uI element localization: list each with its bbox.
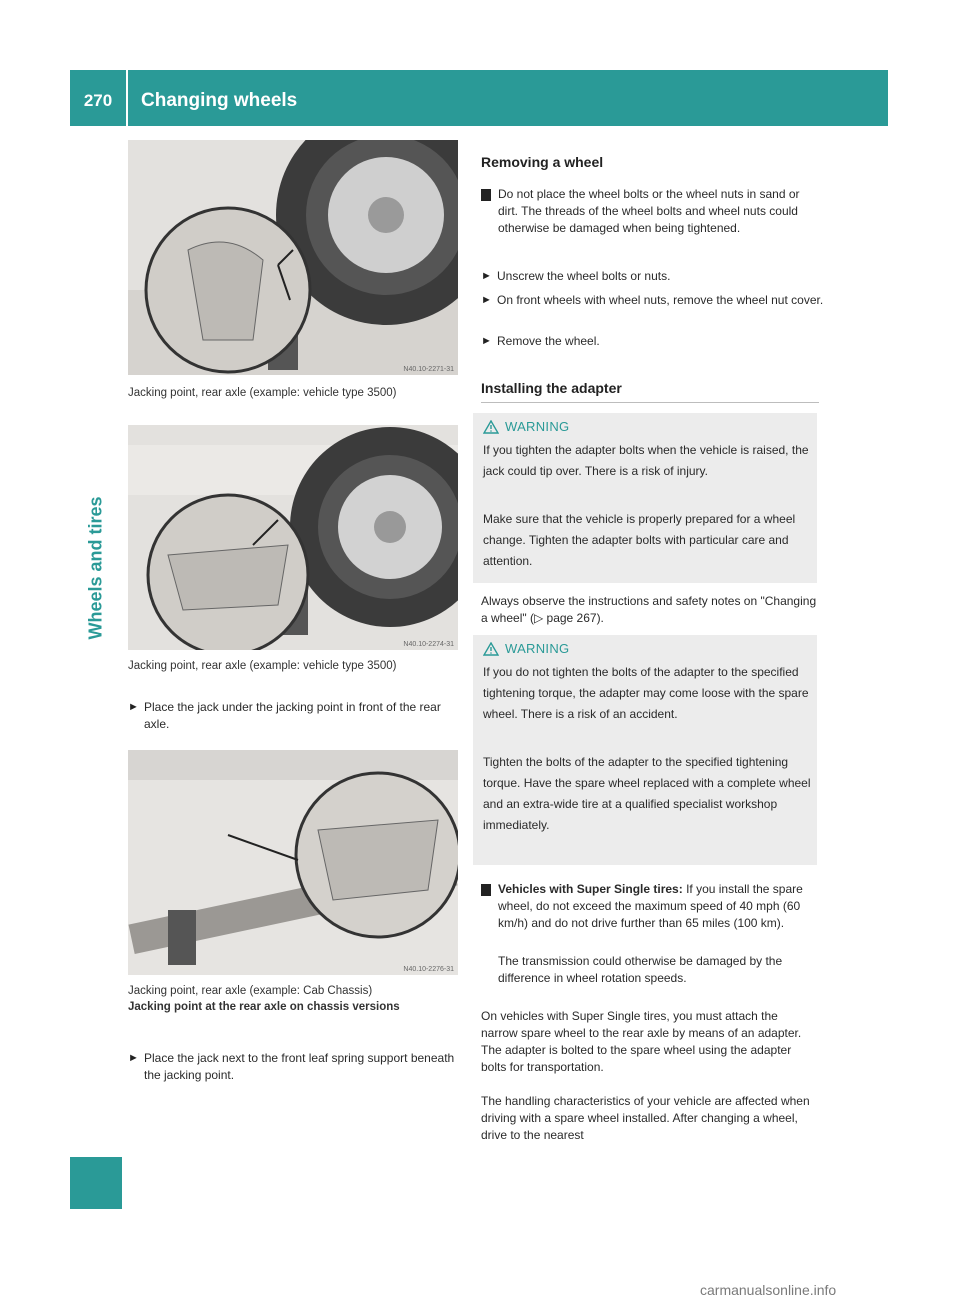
figure-jacking-point-3 — [128, 750, 458, 975]
page-title: Changing wheels — [141, 90, 298, 111]
side-tab-label-wrap — [70, 496, 122, 640]
super-single-text: If you install the spare wheel, do not exceed the maximum speed of 40 mph (60 km/h) and do not drive further than 65 miles (100 km). — [498, 882, 803, 930]
warning-title: WARNING — [505, 419, 570, 434]
step-arrow-icon: ► — [481, 335, 492, 347]
step-leaf-spring: ► Place the jack next to the front leaf spring support beneath the jacking point. — [128, 1051, 455, 1082]
warning-text: If you do not tighten the bolts of the adapter to the specified tightening torque, the adapter may come loose with the spare wheel. There is a risk of an accident. — [483, 665, 809, 721]
step-front-wheels: ► On front wheels with wheel nuts, remove the wheel nut cover. — [481, 293, 824, 307]
section-rule — [481, 402, 819, 403]
figure-jacking-point-2 — [128, 425, 458, 650]
figure-caption: Jacking point, rear axle (example: vehicle type 3500) — [128, 660, 397, 672]
warning-triangle-icon — [483, 642, 499, 656]
note-bolts: Do not place the wheel bolts or the wheel nuts in sand or dirt. The threads of the wheel bolts and wheel nuts could otherwise be damaged when being tightened. — [498, 187, 800, 235]
super-single-note — [498, 881, 816, 932]
super-single-label: Vehicles with Super Single tires: — [498, 882, 683, 896]
note-icon — [481, 189, 491, 201]
step-arrow-icon: ► — [481, 270, 492, 282]
warning-triangle-icon — [483, 420, 499, 434]
step-jack-front: ► Place the jack under the jacking point in front of the rear axle. — [128, 700, 441, 731]
removing-heading: Removing a wheel — [481, 154, 604, 170]
side-tab-marker — [70, 1157, 122, 1209]
installing-heading: Installing the adapter — [481, 380, 622, 396]
figure-ref: N40.10-2276-31 — [403, 966, 454, 973]
observe-text: Always observe the instructions and safety notes on "Changing a wheel" (▷ page 267). — [481, 594, 817, 625]
figure-caption: Jacking point, rear axle (example: vehicle type 3500) — [128, 387, 397, 399]
page-number: 270 — [83, 91, 113, 110]
warning-text: Make sure that the vehicle is properly prepared for a wheel change. Tighten the adapter bolts with particular care and attention. — [483, 512, 796, 568]
figure-jacking-point-1 — [128, 140, 458, 375]
header-divider — [126, 70, 128, 126]
step-arrow-icon: ► — [128, 1052, 139, 1064]
handling-text: The handling characteristics of your vehicle are affected when driving with a spare wheel installed. After changing a wheel, drive to the nearest — [481, 1094, 810, 1142]
note-icon — [481, 884, 491, 896]
warning-box-1 — [473, 413, 817, 583]
warning-title: WARNING — [505, 641, 570, 656]
step-unscrew: ► Unscrew the wheel bolts or nuts. — [481, 269, 671, 283]
figure-ref: N40.10-2274-31 — [403, 641, 454, 648]
transmission-text: The transmission could otherwise be damaged by the difference in wheel rotation speeds. — [498, 954, 783, 985]
warning-box-2 — [473, 635, 817, 865]
step-arrow-icon: ► — [128, 701, 139, 713]
figure-caption: Jacking point, rear axle (example: Cab Chassis) — [128, 985, 373, 997]
watermark: carmanualsonline.info — [700, 1282, 837, 1298]
chassis-heading: Jacking point at the rear axle on chassis versions — [128, 1001, 400, 1013]
narrow-spare-text: On vehicles with Super Single tires, you must attach the narrow spare wheel to the rear axle by means of an adapter. The adapter is bolted to the spare wheel using the adapter bolts for transportation. — [481, 1009, 802, 1074]
warning-text: If you tighten the adapter bolts when the vehicle is raised, the jack could tip over. There is a risk of injury. — [483, 443, 809, 478]
side-tab-label: Wheels and tires — [85, 496, 106, 640]
warning-text: Tighten the bolts of the adapter to the specified tightening torque. Have the spare wheel replaced with a complete wheel and an extra-wide tire at a qualified specialist workshop immediately. — [483, 755, 811, 832]
figure-ref: N40.10-2271-31 — [403, 366, 454, 373]
step-arrow-icon: ► — [481, 294, 492, 306]
step-remove: ► Remove the wheel. — [481, 334, 600, 348]
